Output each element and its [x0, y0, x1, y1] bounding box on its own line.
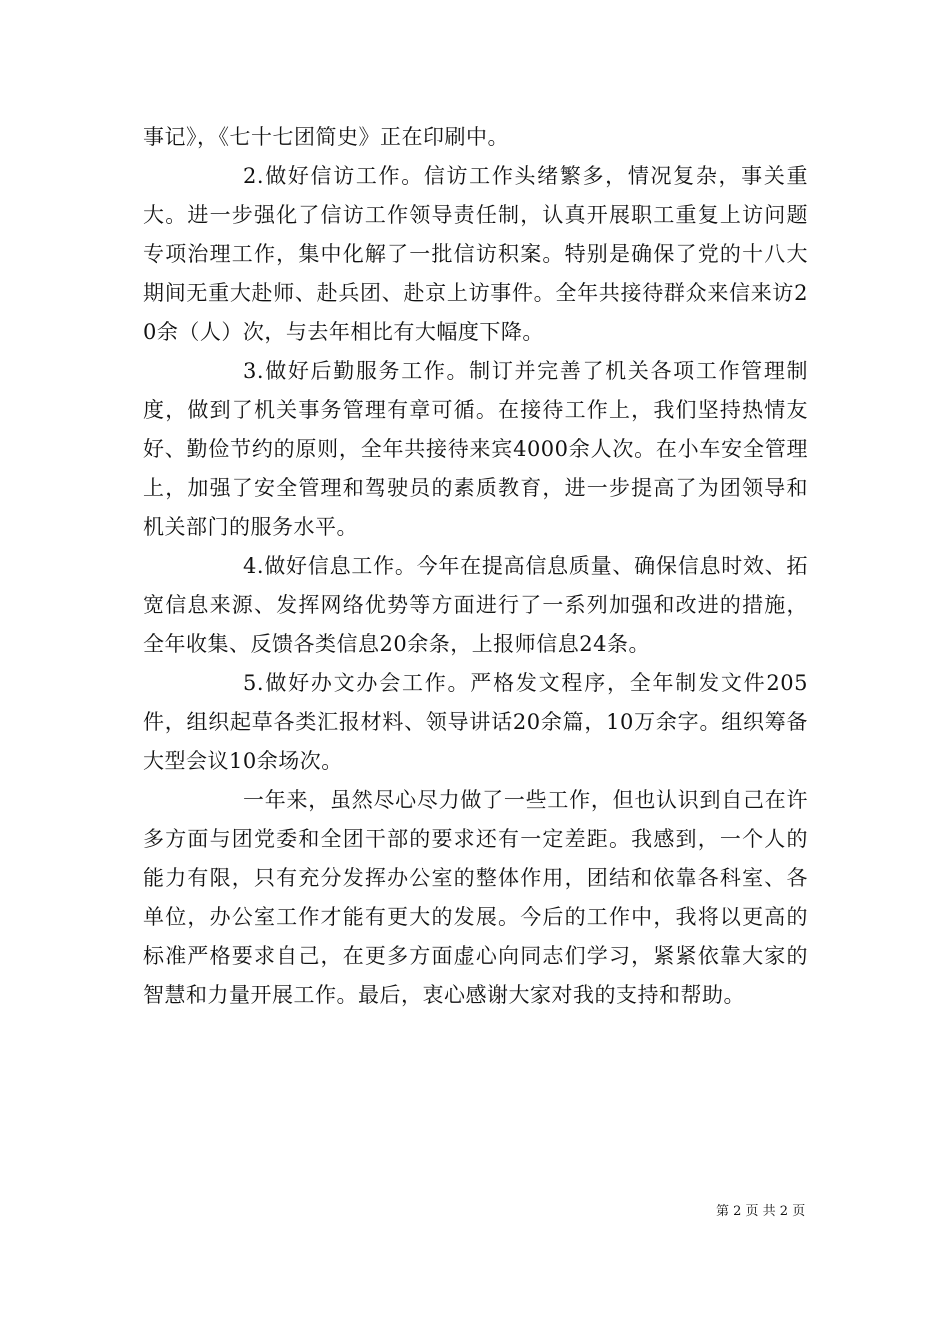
paragraph-logistics: 3.做好后勤服务工作。制订并完善了机关各项工作管理制度，做到了机关事务管理有章可循。在接待工作上，我们坚持热情友好、勤俭节约的原则，全年共接待来宾4000余人次。在小车安全管理上，加强了安全管理和驾驶员的素质教育，进一步提高了为团领导和机关部门的服务水平。	[143, 359, 808, 539]
paragraph-letters-visits: 2.做好信访工作。信访工作头绪繁多，情况复杂，事关重大。进一步强化了信访工作领导责任制，认真开展职工重复上访问题专项治理工作，集中化解了一批信访积案。特别是确保了党的十八大期间无重大赴师、赴兵团、赴京上访事件。全年共接待群众来信来访20余（人）次，与去年相比有大幅度下降。	[143, 164, 808, 344]
page-number-footer: 第 2 页 共 2 页	[716, 1204, 806, 1219]
paragraph-conclusion: 一年来，虽然尽心尽力做了一些工作，但也认识到自己在许多方面与团党委和全团干部的要求还有一定差距。我感到，一个人的能力有限，只有充分发挥办公室的整体作用，团结和依靠各科室、各单位，办公室工作才能有更大的发展。今后的工作中，我将以更高的标准严格要求自己，在更多方面虚心向同志们学习，紧紧依靠大家的智慧和力量开展工作。最后，衷心感谢大家对我的支持和帮助。	[143, 788, 808, 1007]
document-body	[143, 118, 808, 1015]
paragraph-documents-meetings: 5.做好办文办会工作。严格发文程序，全年制发文件205件，组织起草各类汇报材料、领导讲话20余篇，10万余字。组织筹备大型会议10余场次。	[143, 671, 808, 773]
paragraph-continuation: 事记》，《七十七团简史》正在印刷中。	[143, 125, 509, 149]
paragraph-information: 4.做好信息工作。今年在提高信息质量、确保信息时效、拓宽信息来源、发挥网络优势等方面进行了一系列加强和改进的措施，全年收集、反馈各类信息20余条，上报师信息24条。	[143, 554, 808, 656]
